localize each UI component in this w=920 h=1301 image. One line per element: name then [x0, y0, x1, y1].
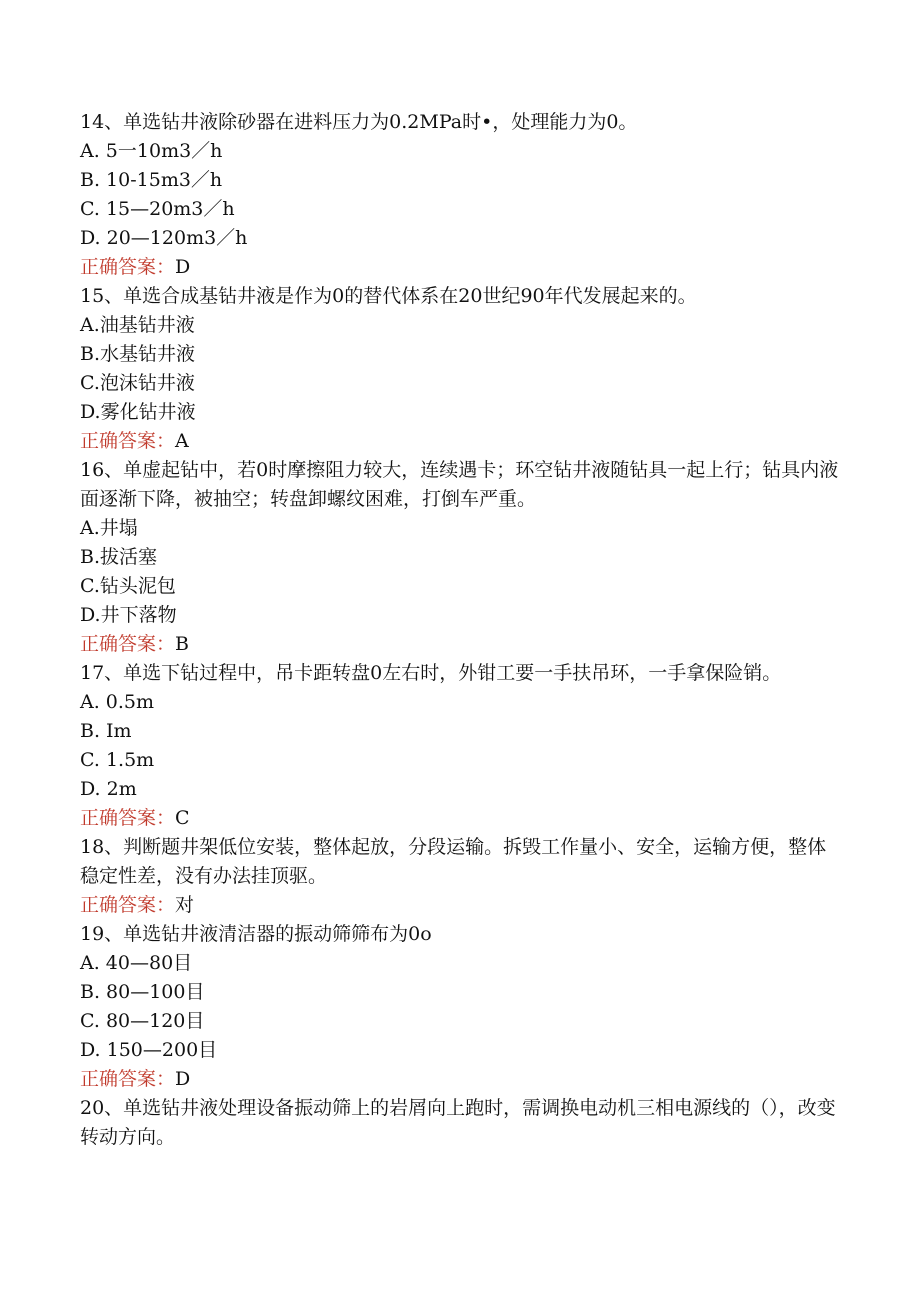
question-stem: 18、判断题井架低位安装，整体起放，分段运输。拆毁工作量小、安全，运输方便，整体稳定性差，没有办法挂顶驱。 [80, 836, 827, 887]
answer-value: D [175, 1068, 191, 1090]
question-18 [80, 833, 840, 920]
question-15 [80, 282, 840, 456]
question-16 [80, 456, 840, 659]
question-stem: 14、单选钻井液除砂器在进料压力为0.2MPa时•，处理能力为0。 [80, 111, 638, 133]
answer-line [80, 891, 840, 920]
option-d: D. 20—120m3／h [80, 227, 248, 249]
answer-value: D [175, 256, 191, 278]
option-c: C.钻头泥包 [80, 575, 176, 597]
answer-value: 对 [175, 894, 195, 916]
answer-line [80, 1065, 840, 1094]
answer-value: C [175, 807, 190, 829]
option-c: C. 80—120目 [80, 1010, 205, 1032]
option-b: B. 80—100目 [80, 981, 205, 1003]
answer-label: 正确答案： [80, 894, 176, 916]
option-d: D. 2m [80, 778, 137, 800]
option-d: D.井下落物 [80, 604, 177, 626]
answer-line [80, 804, 840, 833]
question-14 [80, 108, 840, 282]
option-c: C. 1.5m [80, 749, 155, 771]
option-b: B.拔活塞 [80, 546, 158, 568]
question-list [80, 108, 840, 1152]
answer-line [80, 253, 840, 282]
question-17 [80, 659, 840, 833]
question-stem: 17、单选下钻过程中，吊卡距转盘0左右时，外钳工要一手扶吊环，一手拿保险销。 [80, 662, 782, 684]
answer-label: 正确答案： [80, 807, 176, 829]
option-b: B. 10-15m3／h [80, 169, 223, 191]
option-b: B.水基钻井液 [80, 343, 196, 365]
answer-value: B [175, 633, 189, 655]
answer-label: 正确答案： [80, 633, 176, 655]
question-20 [80, 1094, 840, 1152]
option-d: D. 150—200目 [80, 1039, 218, 1061]
answer-label: 正确答案： [80, 430, 176, 452]
option-c: C.泡沫钻井液 [80, 372, 195, 394]
answer-label: 正确答案： [80, 256, 176, 278]
question-19 [80, 920, 840, 1094]
question-stem: 15、单选合成基钻井液是作为0的替代体系在20世纪90年代发展起来的。 [80, 285, 697, 307]
option-a: A.油基钻井液 [80, 314, 195, 336]
option-a: A.井塌 [80, 517, 138, 539]
question-stem: 19、单选钻井液清洁器的振动筛筛布为0o [80, 923, 432, 945]
question-stem: 16、单虚起钻中，若0时摩擦阻力较大，连续遇卡；环空钻井液随钻具一起上行；钻具内液面逐渐下降，被抽空；转盘卸螺纹困难，打倒车严重。 [80, 459, 839, 510]
option-b: B. Im [80, 720, 132, 742]
answer-line [80, 427, 840, 456]
option-a: A. 0.5m [80, 691, 155, 713]
question-stem: 20、单选钻井液处理设备振动筛上的岩屑向上跑时，需调换电动机三相电源线的（），改变转动方向。 [80, 1097, 836, 1148]
option-d: D.雾化钻井液 [80, 401, 196, 423]
answer-label: 正确答案： [80, 1068, 176, 1090]
answer-line [80, 630, 840, 659]
option-a: A. 40—80目 [80, 952, 193, 974]
option-a: A. 5一10m3／h [80, 140, 223, 162]
option-c: C. 15—20m3／h [80, 198, 235, 220]
answer-value: A [175, 430, 189, 452]
